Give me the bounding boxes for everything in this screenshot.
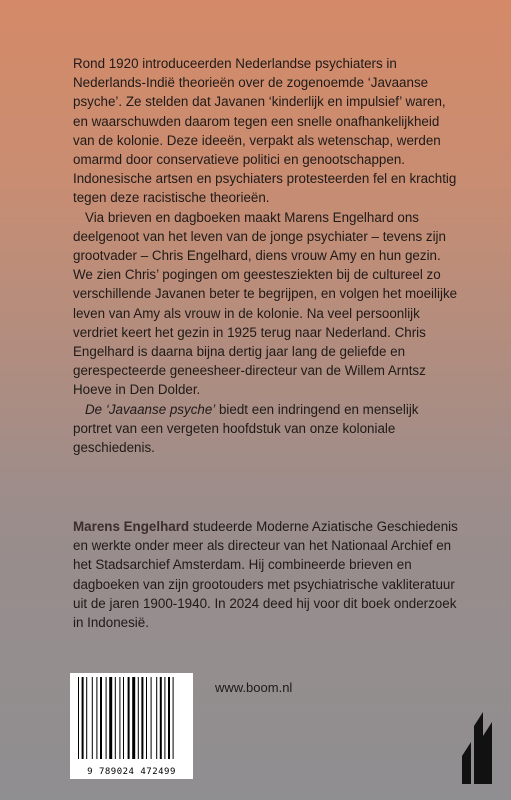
isbn-barcode	[70, 673, 193, 779]
author-bio-text: studeerde Moderne Aziatische Geschiedenis en werkte onder meer als directeur van het Nationaal Archief en het Stadsarchief Amsterdam. Hij combineerde brieven en dagboeken van zijn grootouders met psychiatrische vakliteratuur uit de jaren 1900-1940. In 2024 deed hij voor dit boek onderzoek in Indonesië.	[73, 519, 458, 631]
barcode-bar	[78, 677, 79, 759]
barcode-bar	[96, 677, 97, 759]
barcode-bar	[151, 677, 152, 759]
barcode-bar	[141, 677, 143, 759]
barcode-bar	[100, 677, 102, 759]
barcode-bar	[132, 677, 135, 759]
boom-logo-icon	[456, 712, 498, 784]
barcode-bar	[128, 677, 130, 759]
barcode-bar	[119, 677, 120, 759]
back-cover-blurb	[73, 54, 458, 457]
barcode-bar	[86, 677, 87, 759]
barcode-bar	[123, 677, 124, 759]
barcode-bar	[115, 677, 116, 759]
barcode-bar	[109, 677, 112, 759]
blurb-paragraph-3	[73, 400, 458, 458]
barcode-bar	[146, 677, 147, 759]
book-title-italic: De ‘Javaanse psyche’	[85, 401, 216, 417]
author-bio	[73, 517, 458, 632]
blurb-paragraph-2: Via brieven en dagboeken maakt Marens Engelhard ons deelgenoot van het leven van de jonge psychiater – tevens zijn grootvader – Chris Engelhard, diens vrouw Amy en hun gezin. We zien Chris’ pogingen om geestesziekten bij de cultureel zo verschillende Javanen beter te begrijpen, en volgen het moeilijke leven van Amy als vrouw in de kolonie. Na veel persoonlijk verdriet keert het gezin in 1925 terug naar Nederland. Chris Engelhard is daarna bijna dertig jaar lang de geliefde en gerespecteerde geneesheer-directeur van de Willem Arntsz Hoeve in Den Dolder.	[73, 209, 458, 398]
barcode-bars	[76, 677, 187, 761]
barcode-bar	[92, 677, 93, 759]
blurb-paragraph-1: Rond 1920 introduceerden Nederlandse psychiaters in Nederlands-Indië theorieën over de zogenoemde ‘Javaanse psyche’. Ze stelden dat Javanen ‘kinderlijk en impulsief’ waren, en waarschuwden daarom tegen een snelle onafhankelijkheid van de kolonie. Deze ideeën, verpakt als wetenschap, werden omarmd door conservatieve politici en genootschappen. Indonesische artsen en psychiaters protesteerden fel en krachtig tegen deze racistische theorieën.	[73, 56, 457, 206]
author-name: Marens Engelhard	[73, 519, 190, 534]
blurb-paragraph-3-text: biedt een indringend en menselijk portret van een vergeten hoofdstuk van onze koloniale geschiedenis.	[73, 401, 419, 456]
barcode-bar	[106, 677, 107, 759]
barcode-bar	[168, 677, 170, 759]
publisher-website: www.boom.nl	[215, 680, 293, 695]
barcode-bar	[156, 677, 157, 759]
barcode-bar	[138, 677, 139, 759]
barcode-bar	[164, 677, 165, 759]
barcode-bar	[173, 677, 174, 759]
barcode-bar	[82, 677, 84, 759]
barcode-bar	[160, 677, 162, 759]
isbn-digits: 9 789024 472499	[87, 767, 176, 777]
